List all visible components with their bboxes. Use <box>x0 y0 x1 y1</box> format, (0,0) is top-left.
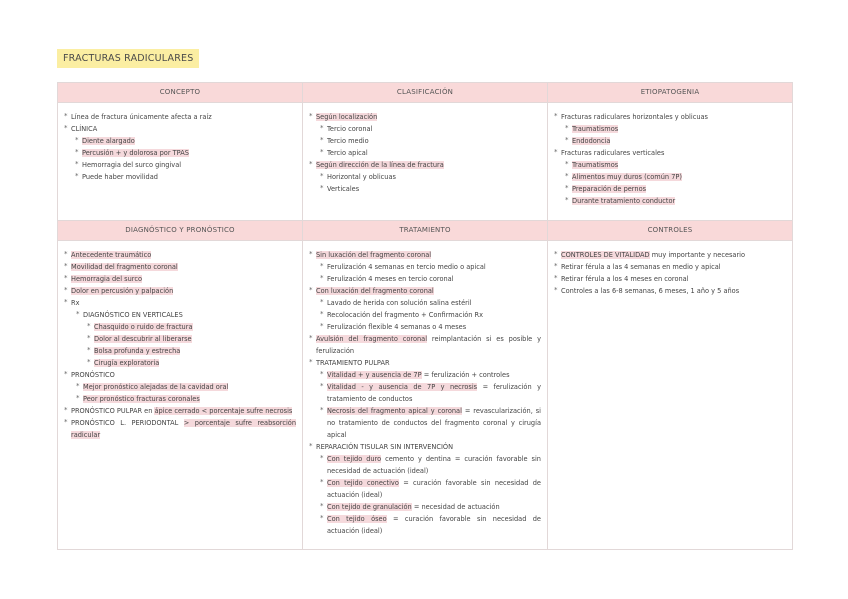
list-item: * Preparación de pernos <box>565 183 786 195</box>
header-etiopatogenia: ETIOPATOGENIA <box>548 83 793 103</box>
list-item: * Puede haber movilidad <box>75 171 296 183</box>
list-item: * Fracturas radiculares verticales <box>554 147 786 159</box>
list-item: * Alimentos muy duros (común 7P) <box>565 171 786 183</box>
list-item: * Rx <box>64 297 296 309</box>
cell-tratamiento <box>303 241 548 550</box>
list-item: * Necrosis del fragmento apical y coronal = revascularización, si no tratamiento de conductos del fragmento coronal y cirugía apical <box>320 405 541 441</box>
list-item: * Traumatismos <box>565 159 786 171</box>
list-item: * Hemorragia del surco <box>64 273 296 285</box>
list-item: * CLÍNICA <box>64 123 296 135</box>
list-item: * CONTROLES DE VITALIDAD muy importante y necesario <box>554 249 786 261</box>
list-item: * Ferulización 4 semanas en tercio medio o apical <box>320 261 541 273</box>
cell-concepto <box>58 103 303 221</box>
cell-clasificacion <box>303 103 548 221</box>
list-item: * Chasquido o ruido de fractura <box>87 321 296 333</box>
list-item: * Retirar férula a las 4 semanas en medio y apical <box>554 261 786 273</box>
list-item: * Con tejido de granulación = necesidad de actuación <box>320 501 541 513</box>
list-item: * Horizontal y oblicuas <box>320 171 541 183</box>
list-item: * Controles a las 6-8 semanas, 6 meses, 1 año y 5 años <box>554 285 786 297</box>
list-item: * Endodoncia <box>565 135 786 147</box>
list-item: * REPARACIÓN TISULAR SIN INTERVENCIÓN <box>309 441 541 453</box>
list-item: * Tercio apical <box>320 147 541 159</box>
list-item: * Retirar férula a los 4 meses en coronal <box>554 273 786 285</box>
list-item: * Verticales <box>320 183 541 195</box>
list-item: * Peor pronóstico fracturas coronales <box>76 393 296 405</box>
header-concepto: CONCEPTO <box>58 83 303 103</box>
list-item: * Con tejido óseo = curación favorable sin necesidad de actuación (ideal) <box>320 513 541 537</box>
cell-diagnostico <box>58 241 303 550</box>
list-item: * Ferulización 4 meses en tercio coronal <box>320 273 541 285</box>
summary-table <box>57 82 793 550</box>
list-item: * Avulsión del fragmento coronal reimplantación si es posible y ferulización <box>309 333 541 357</box>
list-item: * Según dirección de la línea de fractura <box>309 159 541 171</box>
list-item: * Traumatismos <box>565 123 786 135</box>
list-item: * Sin luxación del fragmento coronal <box>309 249 541 261</box>
list-item: * Vitalidad + y ausencia de 7P = ferulización + controles <box>320 369 541 381</box>
list-item: * Hemorragia del surco gingival <box>75 159 296 171</box>
cell-etiopatogenia <box>548 103 793 221</box>
list-item: * PRONÓSTICO PULPAR en ápice cerrado < porcentaje sufre necrosis <box>64 405 296 417</box>
list-item: * Diente alargado <box>75 135 296 147</box>
list-item: * Con tejido duro cemento y dentina = curación favorable sin necesidad de actuación (ideal) <box>320 453 541 477</box>
list-item: * Con tejido conectivo = curación favorable sin necesidad de actuación (ideal) <box>320 477 541 501</box>
page-title: FRACTURAS RADICULARES <box>57 49 199 68</box>
header-controles: CONTROLES <box>548 221 793 241</box>
list-item: * Dolor en percusión y palpación <box>64 285 296 297</box>
list-item: * Ferulización flexible 4 semanas o 4 meses <box>320 321 541 333</box>
list-item: * Cirugía exploratoria <box>87 357 296 369</box>
list-item: * Vitalidad - y ausencia de 7P y necrosis = ferulización y tratamiento de conductos <box>320 381 541 405</box>
list-item: * Fracturas radiculares horizontales y oblicuas <box>554 111 786 123</box>
list-item: * Movilidad del fragmento coronal <box>64 261 296 273</box>
header-clasificacion: CLASIFICACIÓN <box>303 83 548 103</box>
list-item: * Tercio coronal <box>320 123 541 135</box>
header-tratamiento: TRATAMIENTO <box>303 221 548 241</box>
list-item: * Mejor pronóstico alejadas de la cavidad oral <box>76 381 296 393</box>
list-item: * Con luxación del fragmento coronal <box>309 285 541 297</box>
list-item: * Antecedente traumático <box>64 249 296 261</box>
list-item: * Recolocación del fragmento + Confirmación Rx <box>320 309 541 321</box>
list-item: * TRATAMIENTO PULPAR <box>309 357 541 369</box>
list-item: * Durante tratamiento conductor <box>565 195 786 207</box>
list-item: * PRONÓSTICO <box>64 369 296 381</box>
list-item: * Según localización <box>309 111 541 123</box>
header-diagnostico: DIAGNÓSTICO Y PRONÓSTICO <box>58 221 303 241</box>
list-item: * Percusión + y dolorosa por TPAS <box>75 147 296 159</box>
list-item: * Lavado de herida con solución salina estéril <box>320 297 541 309</box>
list-item: * Dolor al descubrir al liberarse <box>87 333 296 345</box>
list-item: * Bolsa profunda y estrecha <box>87 345 296 357</box>
list-item: * DIAGNÓSTICO EN VERTICALES <box>76 309 296 321</box>
list-item: * Línea de fractura únicamente afecta a raíz <box>64 111 296 123</box>
cell-controles <box>548 241 793 550</box>
list-item: * PRONÓSTICO L. PERIODONTAL > porcentaje sufre reabsorción radicular <box>64 417 296 441</box>
list-item: * Tercio medio <box>320 135 541 147</box>
